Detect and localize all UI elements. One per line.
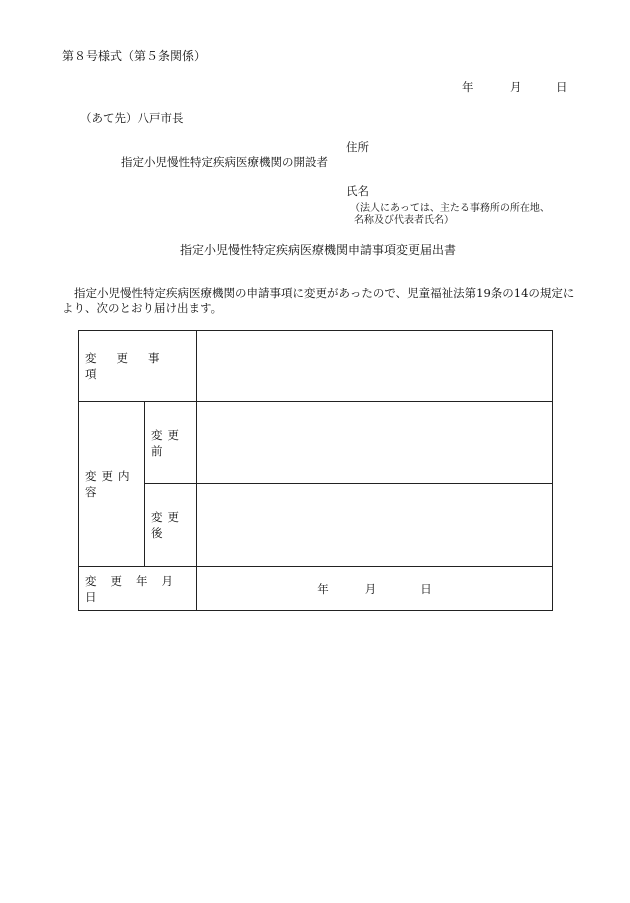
row-before (79, 402, 553, 484)
submission-date-year: 年 (462, 80, 474, 94)
row-change-date (79, 567, 553, 611)
body-text: 指定小児慢性特定疾病医療機関の申請事項に変更があったので、児童福祉法第19条の14の規定により、次のとおり届け出ます。 (62, 286, 575, 315)
before-label: 変更前 (145, 402, 197, 484)
founder-label: 指定小児慢性特定疾病医療機関の開設者 (121, 155, 328, 169)
row-change-item (79, 331, 553, 402)
form-number: 第８号様式（第５条関係） (62, 49, 207, 63)
change-date-day: 日 (420, 581, 432, 596)
submission-date-month: 月 (510, 80, 522, 94)
change-date-month: 月 (364, 581, 377, 596)
change-date-label: 変更年月日 (79, 567, 197, 611)
addressee: （あて先）八戸市長 (80, 111, 184, 125)
change-item-label: 変更事項 (79, 331, 197, 402)
change-content-label: 変更内容 (79, 402, 145, 567)
name-note-line1: （法人にあっては、主たる事務所の所在地、 (350, 203, 550, 214)
change-date-year: 年 (317, 581, 329, 596)
name-note-line2: 名称及び代表者氏名） (354, 215, 454, 226)
before-field[interactable] (197, 402, 553, 484)
change-form-table (78, 330, 553, 611)
change-date-field[interactable] (197, 567, 553, 611)
submission-date-day: 日 (556, 80, 568, 94)
row-after (79, 484, 553, 567)
after-label: 変更後 (145, 484, 197, 567)
after-field[interactable] (197, 484, 553, 567)
change-item-field[interactable] (197, 331, 553, 402)
document-title: 指定小児慢性特定疾病医療機関申請事項変更届出書 (180, 243, 457, 257)
address-label: 住所 (346, 140, 369, 154)
name-label: 氏名 (346, 184, 369, 198)
